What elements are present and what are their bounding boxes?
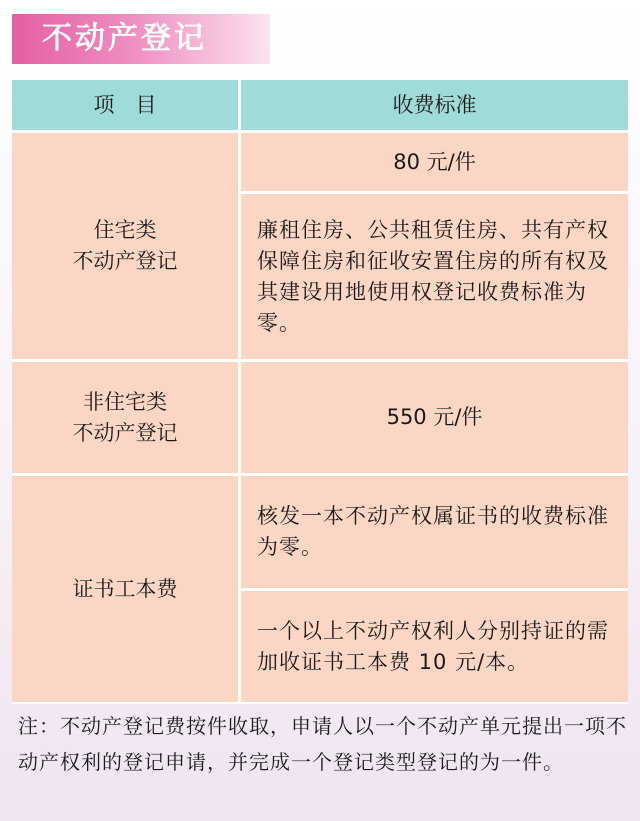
non-residential-fee: 550 元/件 xyxy=(241,362,628,473)
row-label-non-residential: 非住宅类 不动产登记 xyxy=(12,362,238,473)
footnote-label: 注： xyxy=(18,714,60,738)
row-label-residential: 住宅类 不动产登记 xyxy=(12,133,238,359)
row-label-certificate: 证书工本费 xyxy=(12,476,238,702)
certificate-first: 核发一本不动产权属证书的收费标准为零。 xyxy=(241,476,628,588)
footnote-text: 不动产登记费按件收取，申请人以一个不动产单元提出一项不动产权利的登记申请，并完成一个登记类型登记的为一件。 xyxy=(18,714,627,774)
header-item: 项 目 xyxy=(12,80,238,130)
title-banner xyxy=(12,14,270,64)
fee-table xyxy=(12,80,628,704)
page-title: 不动产登记 xyxy=(42,21,207,56)
residential-fee: 80 元/件 xyxy=(241,133,628,191)
certificate-extra: 一个以上不动产权利人分别持证的需加收证书工本费 10 元/本。 xyxy=(241,591,628,702)
header-standard: 收费标准 xyxy=(241,80,628,130)
footnote xyxy=(18,708,630,780)
residential-exemption: 廉租住房、公共租赁住房、共有产权保障住房和征收安置住房的所有权及其建设用地使用权登记收费标准为零。 xyxy=(241,194,628,359)
